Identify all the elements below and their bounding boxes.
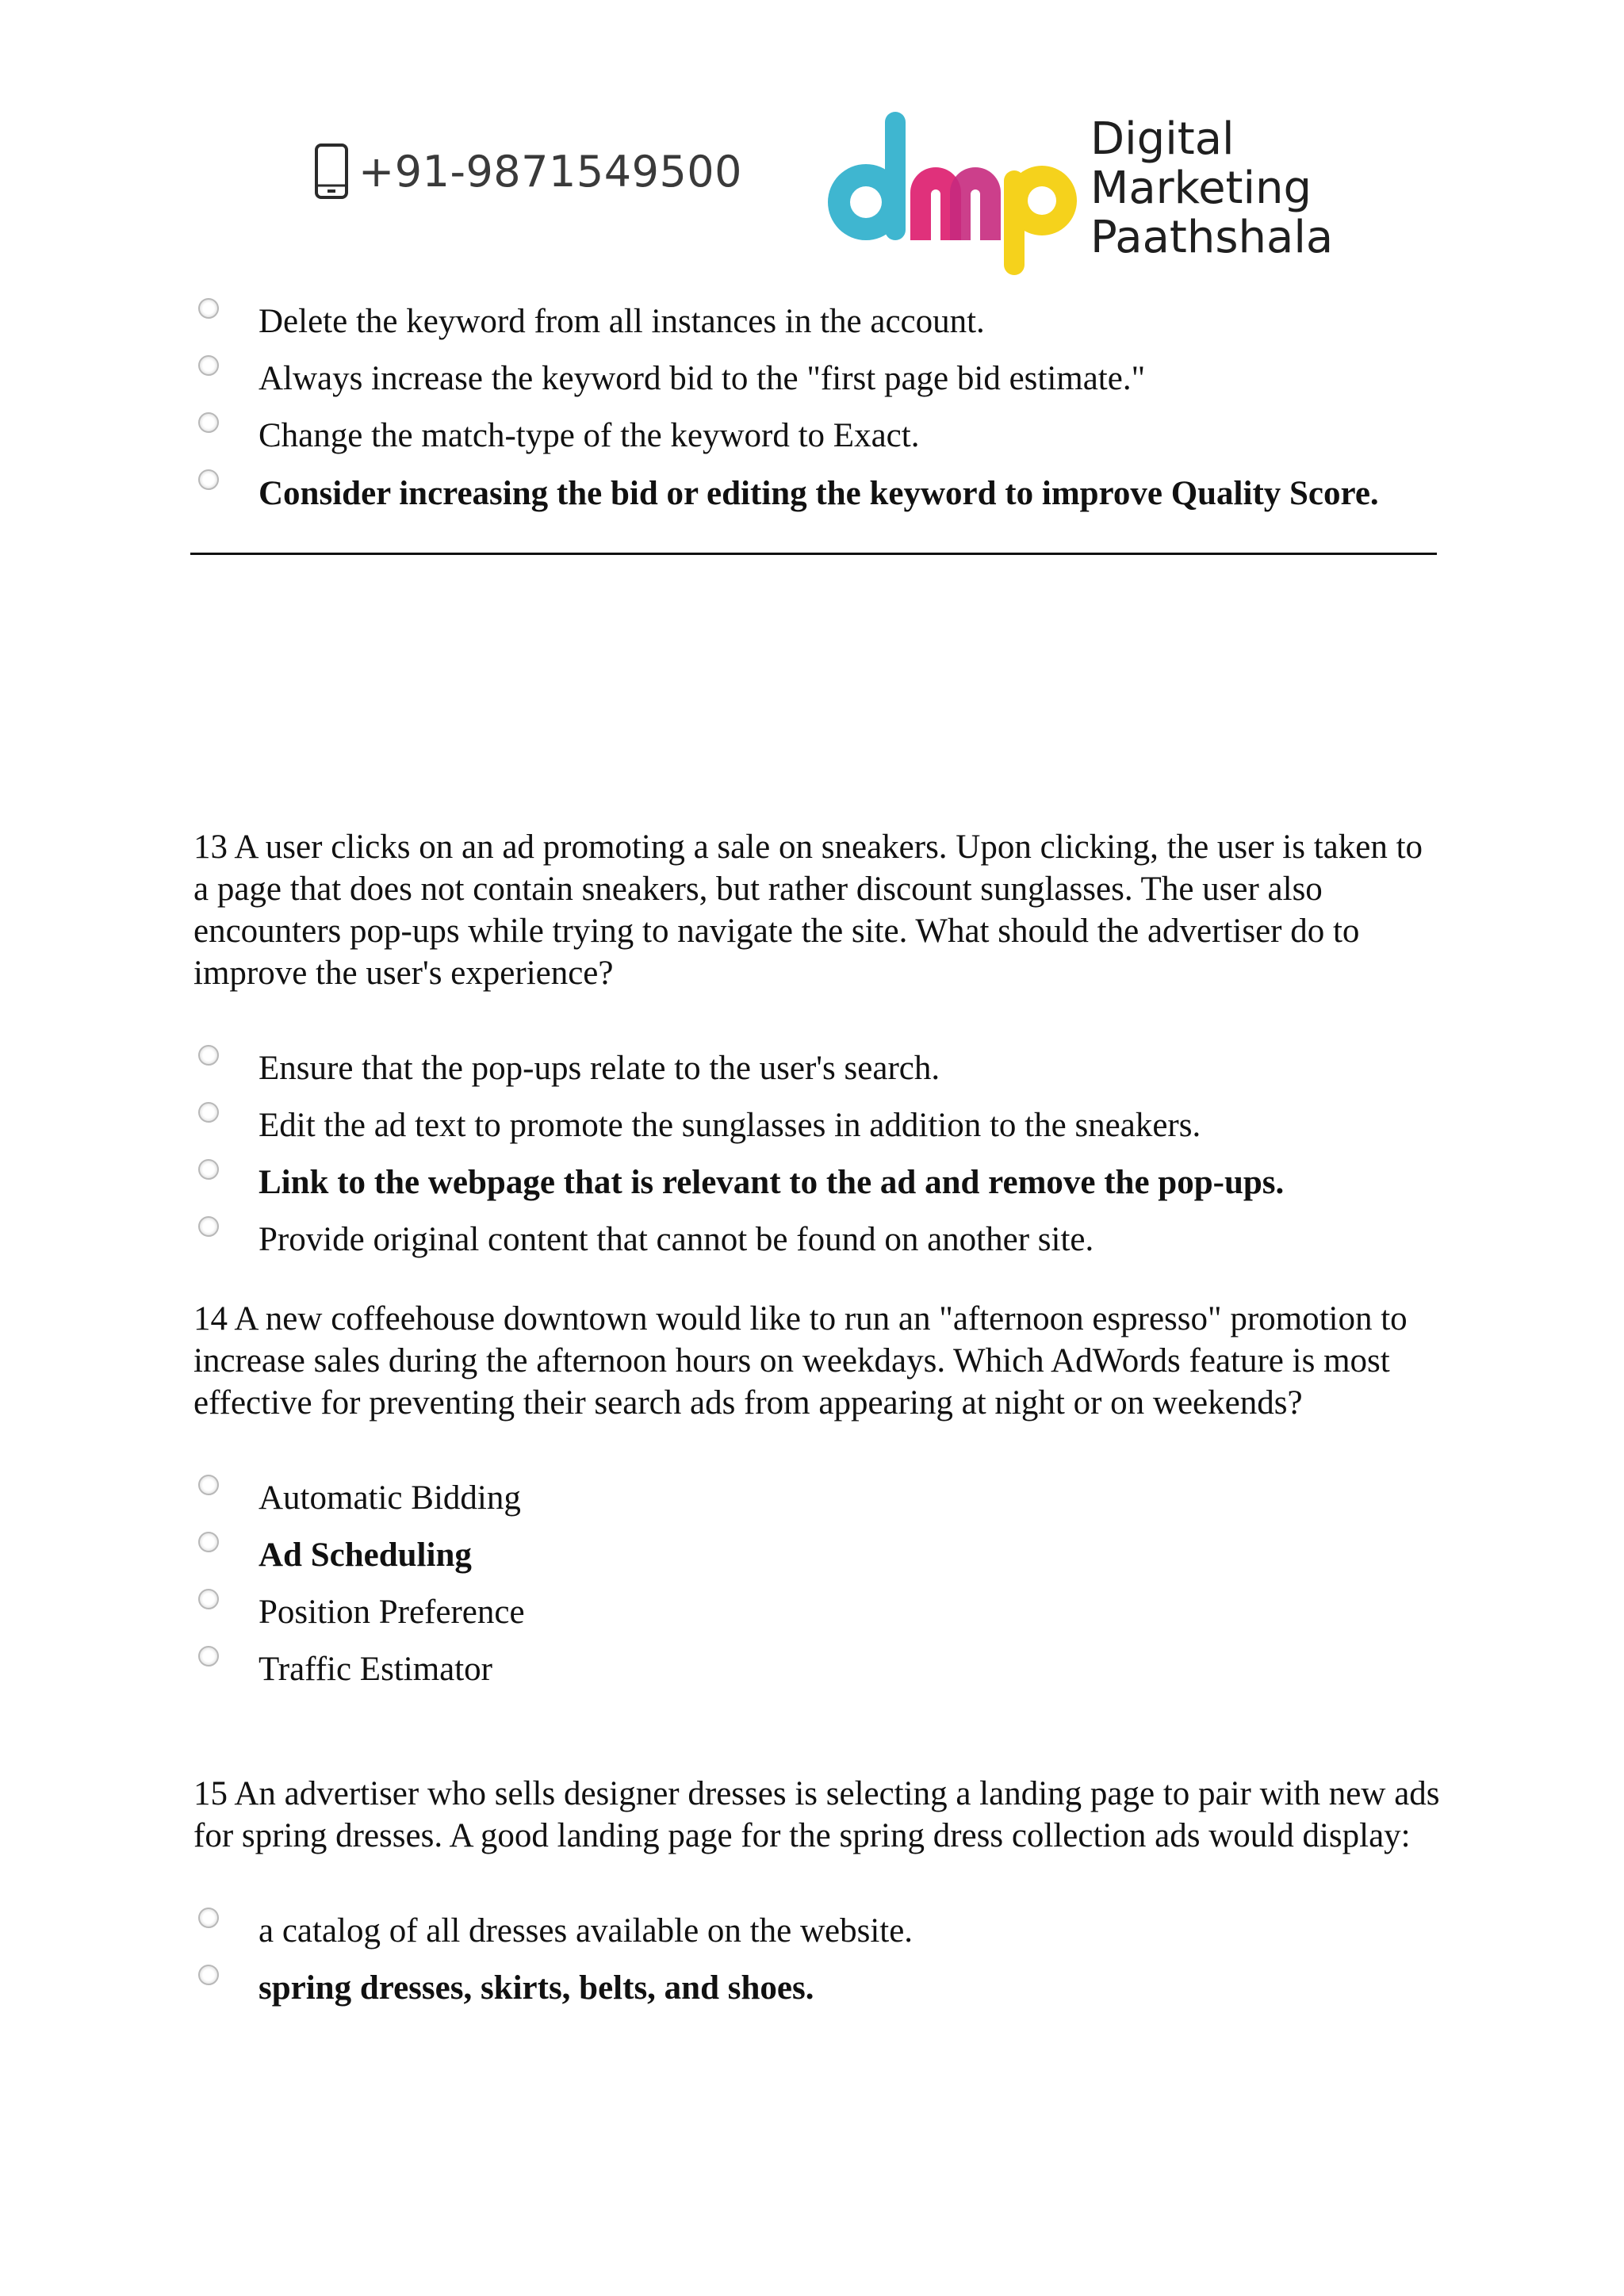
- radio-button-icon[interactable]: [198, 298, 219, 319]
- option-text: Traffic Estimator: [259, 1651, 492, 1688]
- dmp-logo-mark: [817, 107, 1078, 277]
- option-text: spring dresses, skirts, belts, and shoes.: [259, 1969, 814, 2007]
- radio-button-icon[interactable]: [198, 469, 219, 490]
- prev-question-options: [193, 287, 1437, 515]
- question-13: [193, 826, 1437, 1262]
- page-header: [0, 0, 1624, 285]
- question-text: 13 A user clicks on an ad promoting a sale on sneakers. Upon clicking, the user is taken to a page that does not contain sneakers, but rather discount sunglasses. The user also encounters pop-ups while trying to navigate the site. What should the advertiser do to improve the user's experience?: [193, 828, 1423, 992]
- option-text: Provide original content that cannot be found on another site.: [259, 1221, 1094, 1258]
- radio-button-icon[interactable]: [198, 1965, 219, 1985]
- question-text: 14 A new coffeehouse downtown would like to run an "afternoon espresso" promotion to increase sales during the afternoon hours on weekdays. Which AdWords feature is most effective for preventing their search ads from appearing at night or on weekends?: [193, 1300, 1408, 1422]
- dmp-logo: [817, 107, 1340, 277]
- radio-button-icon[interactable]: [198, 1589, 219, 1609]
- answer-option-correct[interactable]: [193, 1521, 1437, 1578]
- radio-button-icon[interactable]: [198, 1646, 219, 1667]
- option-text: Always increase the keyword bid to the "first page bid estimate.": [259, 360, 1146, 397]
- question-text: 15 An advertiser who sells designer dresses is selecting a landing page to pair with new ads for spring dresses. A good landing page for the spring dress collection ads would display:: [193, 1775, 1440, 1854]
- option-text: Change the match-type of the keyword to Exact.: [259, 417, 920, 454]
- option-text: Consider increasing the bid or editing the keyword to improve Quality Score.: [259, 475, 1379, 512]
- radio-button-icon[interactable]: [198, 412, 219, 433]
- answer-option[interactable]: [193, 401, 1437, 458]
- answer-option[interactable]: [193, 1205, 1437, 1262]
- phone-contact: [314, 143, 742, 200]
- answer-option[interactable]: [193, 1578, 1437, 1635]
- section-divider: [190, 553, 1437, 555]
- radio-button-icon[interactable]: [198, 1908, 219, 1928]
- answer-option[interactable]: [193, 344, 1437, 401]
- radio-button-icon[interactable]: [198, 1532, 219, 1552]
- option-text: a catalog of all dresses available on the website.: [259, 1912, 914, 1950]
- answer-option[interactable]: [193, 287, 1437, 344]
- answer-option-correct[interactable]: [193, 1148, 1437, 1205]
- option-text: Automatic Bidding: [259, 1479, 521, 1517]
- answer-option[interactable]: [193, 1034, 1437, 1091]
- logo-line-marketing: Marketing: [1090, 163, 1312, 214]
- logo-line-paathshala: Paathshala: [1090, 212, 1334, 263]
- answer-option[interactable]: [193, 1635, 1437, 1692]
- answer-option[interactable]: [193, 1896, 1437, 1954]
- option-text: Ad Scheduling: [259, 1536, 472, 1574]
- option-text: Link to the webpage that is relevant to the ad and remove the pop-ups.: [259, 1164, 1285, 1201]
- question-14: [193, 1298, 1437, 1692]
- answer-option-correct[interactable]: [193, 458, 1437, 515]
- logo-line-digital: Digital: [1090, 113, 1235, 165]
- option-text: Position Preference: [259, 1594, 525, 1631]
- question-15: [193, 1773, 1440, 2011]
- mobile-phone-icon: [314, 143, 349, 200]
- answer-option-correct[interactable]: [193, 1954, 1437, 2011]
- option-text: Delete the keyword from all instances in the account.: [259, 303, 985, 340]
- radio-button-icon[interactable]: [198, 1045, 219, 1066]
- radio-button-icon[interactable]: [198, 1159, 219, 1180]
- option-text: Edit the ad text to promote the sunglasses in addition to the sneakers.: [259, 1107, 1201, 1144]
- radio-button-icon[interactable]: [198, 1216, 219, 1237]
- phone-number: +91-9871549500: [358, 146, 743, 197]
- answer-option[interactable]: [193, 1091, 1437, 1148]
- radio-button-icon[interactable]: [198, 1102, 219, 1123]
- answer-option[interactable]: [193, 1464, 1437, 1521]
- logo-wordmark: [1090, 115, 1333, 262]
- radio-button-icon[interactable]: [198, 355, 219, 376]
- radio-button-icon[interactable]: [198, 1475, 219, 1495]
- option-text: Ensure that the pop-ups relate to the user's search.: [259, 1050, 940, 1087]
